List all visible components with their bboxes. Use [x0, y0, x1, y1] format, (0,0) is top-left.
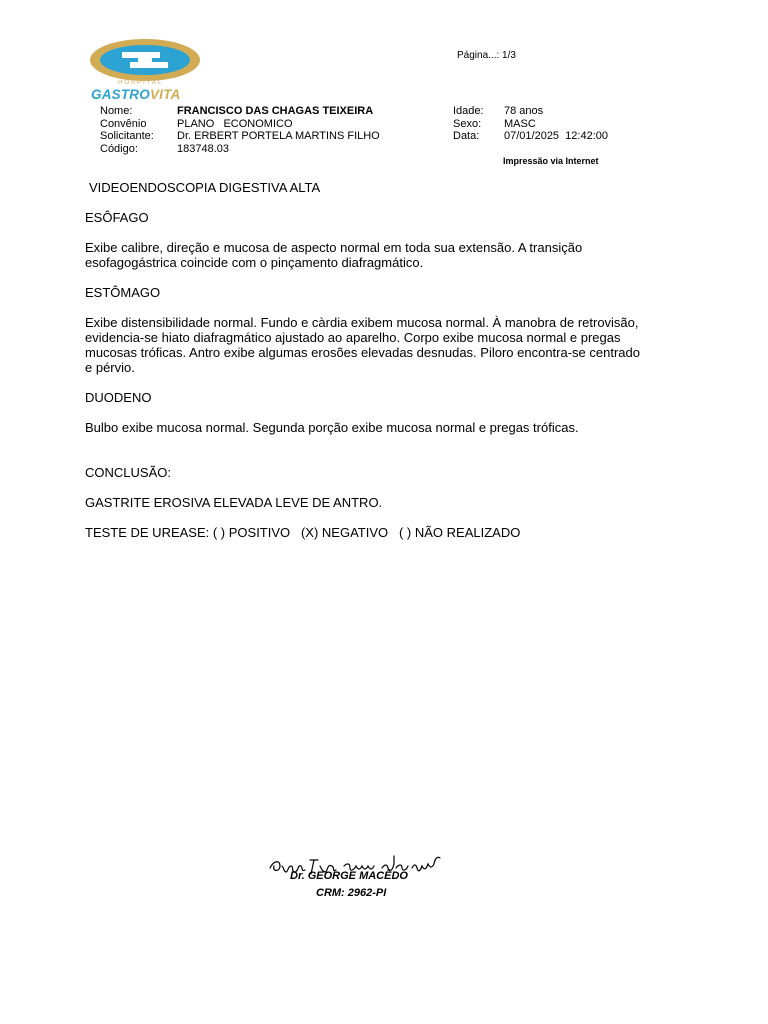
gastrovita-logo-icon [88, 38, 203, 83]
code-label: Código: [100, 142, 138, 155]
patient-sex: MASC [504, 117, 536, 130]
brand-name [91, 87, 181, 102]
brand-hospital-label: HOSPITAL [118, 80, 164, 86]
urease-test: TESTE DE UREASE: ( ) POSITIVO (X) NEGATIVO ( ) NÃO REALIZADO [85, 525, 521, 540]
exam-date: 07/01/2025 12:42:00 [504, 130, 608, 142]
doctor-crm: CRM: 2962-PI [316, 887, 387, 899]
conclusao-heading: CONCLUSÃO: [85, 465, 171, 480]
duodeno-text: Bulbo exibe mucosa normal. Segunda porção exibe mucosa normal e pregas tróficas. [85, 420, 579, 435]
report-title: VIDEOENDOSCOPIA DIGESTIVA ALTA [89, 180, 321, 195]
sex-label: Sexo: [453, 117, 482, 130]
date-label: Data: [453, 130, 480, 142]
name-label: Nome: [100, 105, 133, 117]
age-label: Idade: [453, 105, 484, 117]
patient-age: 78 anos [504, 105, 544, 117]
patient-labels-right [453, 105, 484, 143]
brand-name-part1: GASTRO [91, 87, 150, 102]
print-note: Impressão via Internet [503, 156, 599, 166]
patient-values-left [177, 105, 380, 155]
report-body [85, 180, 645, 555]
page-number: Página...: 1/3 [457, 50, 516, 61]
brand-name-part2: VITA [149, 87, 181, 102]
patient-requester: Dr. ERBERT PORTELA MARTINS FILHO [177, 130, 380, 142]
esofago-text: Exibe calibre, direção e mucosa de aspecto normal em toda sua extensão. A transição esofagogástrica coincide com o pinçamento diafragmático. [85, 240, 583, 270]
patient-name: FRANCISCO DAS CHAGAS TEIXEIRA [177, 105, 374, 117]
estomago-heading: ESTÔMAGO [85, 285, 161, 300]
hospital-logo [88, 38, 203, 102]
doctor-name: Dr. GEORGE MACÊDO [290, 870, 408, 882]
requester-label: Solicitante: [100, 130, 154, 142]
conclusao-text: GASTRITE EROSIVA ELEVADA LEVE DE ANTRO. [85, 495, 383, 510]
patient-values-right [504, 105, 608, 143]
esofago-heading: ESÔFAGO [85, 210, 149, 225]
patient-plan: PLANO ECONOMICO [177, 117, 293, 130]
plan-label: Convênio [100, 117, 147, 130]
estomago-text: Exibe distensibilidade normal. Fundo e càrdia exibem mucosa normal. À manobra de retrovisão, evidencia-se hiato diafragmático ajustado ao aparelho. Corpo exibe mucosa normal e pregas mucosas tróficas. Antro exibe algumas erosões elevadas desnudas. Piloro encontra-se centrado e pérvio. [85, 315, 640, 375]
patient-labels-left [100, 105, 154, 155]
duodeno-heading: DUODENO [85, 390, 152, 405]
patient-code: 183748.03 [177, 142, 229, 155]
